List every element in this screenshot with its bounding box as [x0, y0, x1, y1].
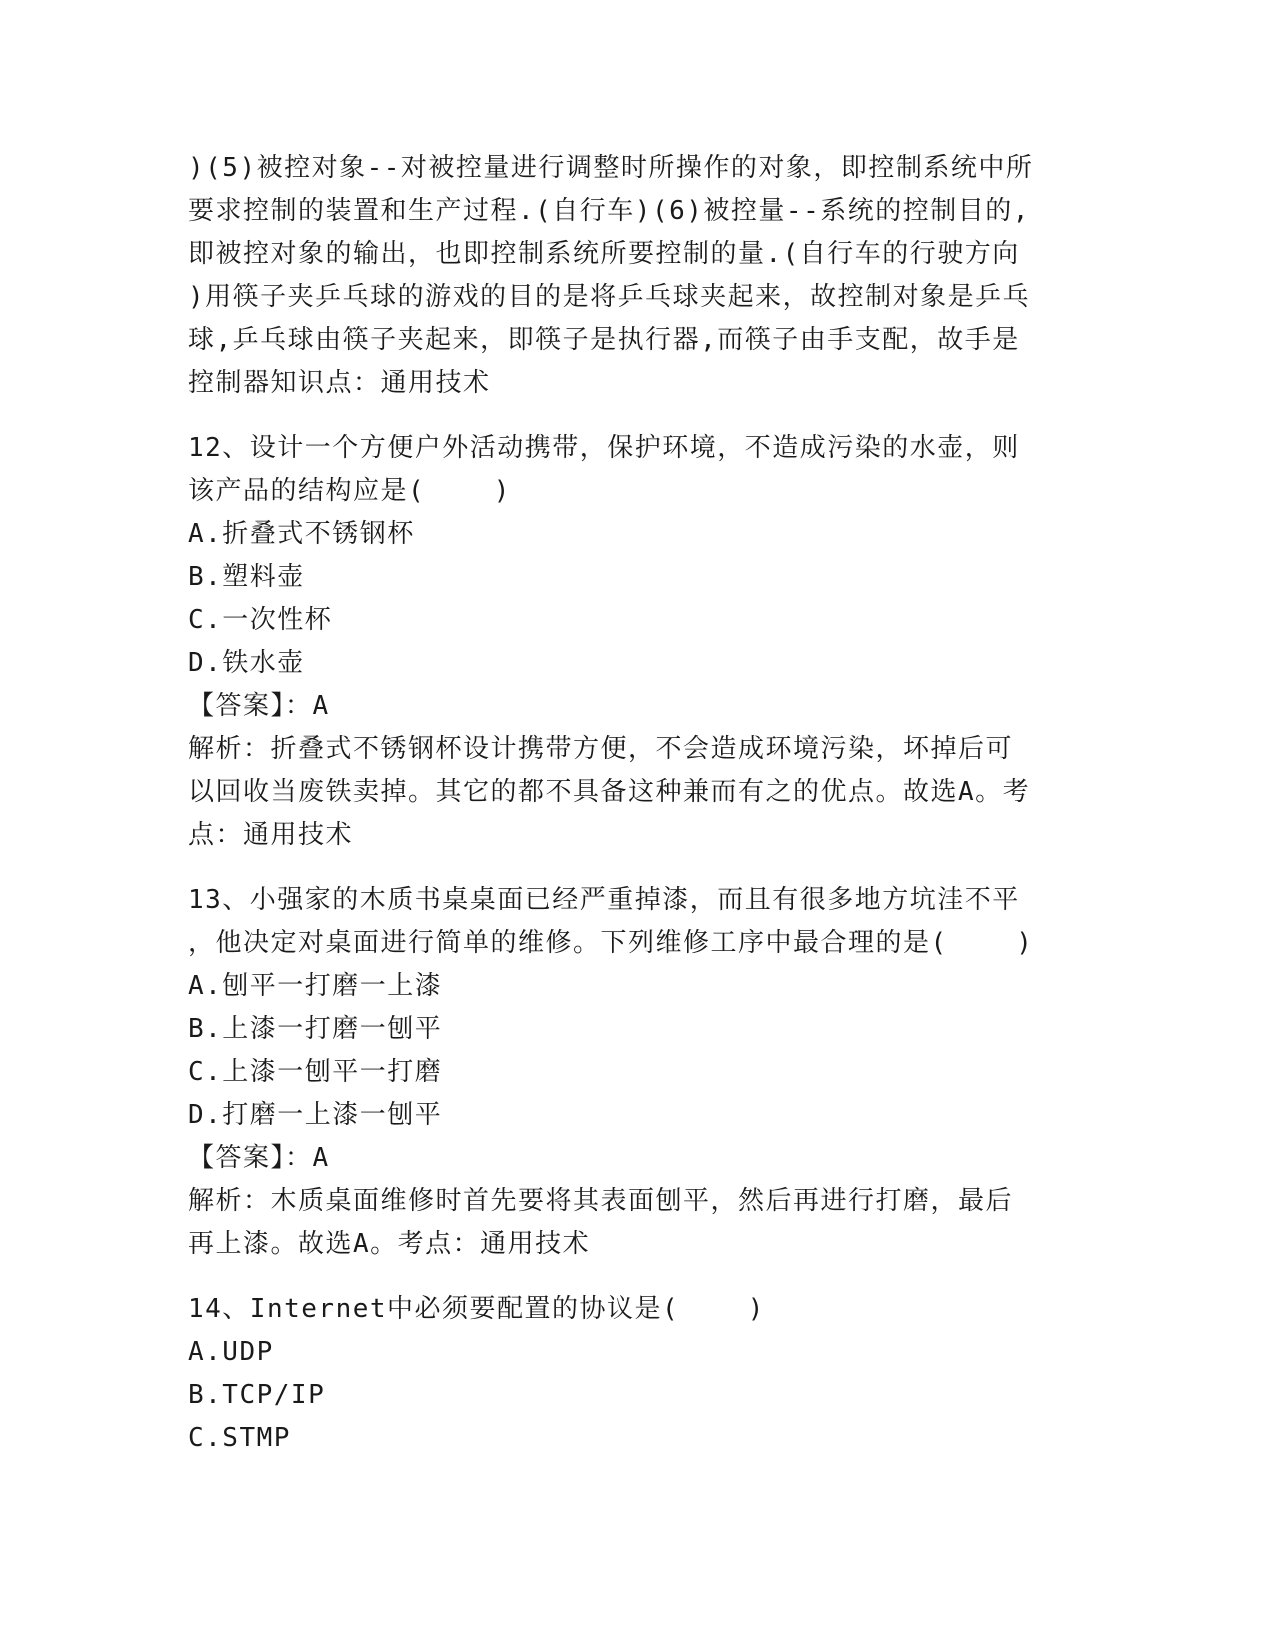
option-b: B.塑料壶: [188, 562, 305, 592]
analysis: 解析：木质桌面维修时首先要将其表面刨平，然后再进行打磨，最后: [188, 1186, 1014, 1216]
option-b: B.TCP/IP: [188, 1380, 326, 1410]
question-13: [188, 879, 1088, 1266]
option-c: C.上漆一刨平一打磨: [188, 1057, 443, 1087]
analysis: 解析：折叠式不锈钢杯设计携带方便，不会造成环境污染，坏掉后可: [188, 734, 1014, 764]
question-stem: 13、小强家的木质书桌桌面已经严重掉漆，而且有很多地方坑洼不平: [188, 885, 1020, 915]
question-stem: 该产品的结构应是( ): [188, 476, 511, 506]
answer: 【答案】：A: [188, 1143, 330, 1173]
option-a: A.折叠式不锈钢杯: [188, 519, 415, 549]
question-12: [188, 427, 1088, 857]
text-line: 控制器知识点：通用技术: [188, 368, 491, 398]
text-line: 要求控制的装置和生产过程.(自行车)(6)被控量--系统的控制目的,: [188, 196, 1030, 226]
previous-answer-continuation: [188, 147, 1088, 405]
question-stem: 14、Internet中必须要配置的协议是( ): [188, 1294, 765, 1324]
option-d: D.铁水壶: [188, 648, 305, 678]
option-a: A.UDP: [188, 1337, 274, 1367]
answer: 【答案】：A: [188, 691, 330, 721]
question-14: [188, 1288, 1088, 1460]
option-b: B.上漆一打磨一刨平: [188, 1014, 443, 1044]
document-page: [188, 147, 1088, 1460]
text-line: 球,乒乓球由筷子夹起来，即筷子是执行器,而筷子由手支配，故手是: [188, 325, 1020, 355]
text-line: 即被控对象的输出，也即控制系统所要控制的量.(自行车的行驶方向: [188, 239, 1020, 269]
text-line: )用筷子夹乒乓球的游戏的目的是将乒乓球夹起来，故控制对象是乒乓: [188, 282, 1031, 312]
option-c: C.STMP: [188, 1423, 291, 1453]
question-stem: 12、设计一个方便户外活动携带，保护环境，不造成污染的水壶，则: [188, 433, 1020, 463]
analysis: 点：通用技术: [188, 820, 354, 850]
option-c: C.一次性杯: [188, 605, 333, 635]
analysis: 以回收当废铁卖掉。其它的都不具备这种兼而有之的优点。故选A。考: [188, 777, 1031, 807]
analysis: 再上漆。故选A。考点：通用技术: [188, 1229, 591, 1259]
option-d: D.打磨一上漆一刨平: [188, 1100, 443, 1130]
option-a: A.刨平一打磨一上漆: [188, 971, 443, 1001]
question-stem: ，他决定对桌面进行简单的维修。下列维修工序中最合理的是( ): [188, 928, 1034, 958]
text-line: )(5)被控对象--对被控量进行调整时所操作的对象，即控制系统中所: [188, 153, 1034, 183]
